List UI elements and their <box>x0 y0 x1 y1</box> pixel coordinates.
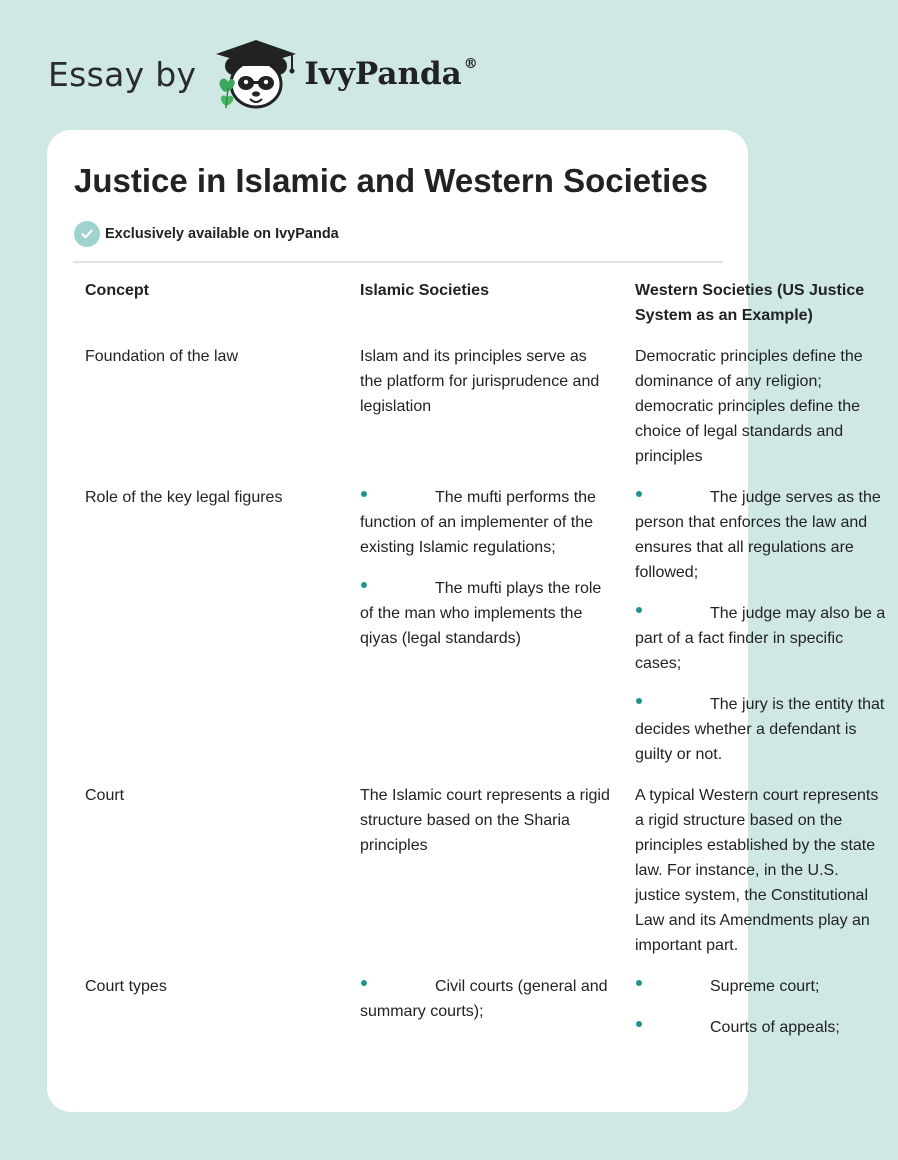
ivypanda-wordmark <box>304 56 477 92</box>
bullet-icon <box>636 980 642 986</box>
islamic-cell: Islam and its principles serve as the platform for jurisprudence and legislation <box>360 348 600 415</box>
list-item <box>360 576 611 651</box>
registered-mark: ® <box>463 56 478 72</box>
table-header-row <box>73 261 898 344</box>
bullet-list <box>360 974 611 1024</box>
check-icon <box>74 221 100 247</box>
bullet-list <box>635 485 886 767</box>
islamic-cell: The Islamic court represents a rigid structure based on the Sharia principles <box>360 787 610 854</box>
comparison-table <box>73 261 898 1056</box>
list-item-text: The judge may also be a part of a fact finder in specific cases; <box>635 605 886 672</box>
bullet-icon <box>636 491 642 497</box>
bullet-icon <box>636 1021 642 1027</box>
bullet-icon <box>361 980 367 986</box>
western-cell <box>623 485 898 783</box>
bullet-icon <box>636 698 642 704</box>
essay-card <box>47 130 886 1112</box>
islamic-cell <box>348 485 623 783</box>
list-item-text: Courts of appeals; <box>710 1019 840 1036</box>
brand-name-text: IvyPanda <box>304 56 462 92</box>
list-item-text: The jury is the entity that decides whether a defendant is guilty or not. <box>635 696 885 763</box>
essay-by-label: Essay by <box>48 54 197 94</box>
panda-graduate-icon <box>212 36 302 112</box>
column-header: Islamic Societies <box>360 282 489 299</box>
list-item-text: Supreme court; <box>710 978 820 995</box>
list-item-text: The judge serves as the person that enforces the law and ensures that all regulations are followed; <box>635 489 881 581</box>
concept-cell: Court types <box>85 978 167 995</box>
list-item <box>635 974 886 999</box>
ivypanda-logo[interactable] <box>212 36 302 112</box>
brand-header <box>48 36 508 112</box>
essay-title: Justice in Islamic and Western Societies <box>74 162 708 199</box>
list-item <box>635 1015 886 1040</box>
bullet-icon <box>361 491 367 497</box>
column-header: Western Societies (US Justice System as an Example) <box>635 282 865 324</box>
list-item <box>360 485 611 560</box>
concept-cell: Court <box>85 787 125 804</box>
exclusive-badge <box>74 221 339 247</box>
western-cell <box>623 974 898 1056</box>
table-row <box>73 783 898 974</box>
comparison-table-container <box>73 261 886 1112</box>
column-header: Concept <box>85 282 149 299</box>
list-item <box>635 692 886 767</box>
list-item-text: The mufti plays the role of the man who implements the qiyas (legal standards) <box>360 580 602 647</box>
table-row <box>73 344 898 485</box>
bullet-icon <box>636 607 642 613</box>
bullet-list <box>635 974 886 1040</box>
list-item <box>635 601 886 676</box>
bullet-icon <box>361 582 367 588</box>
table-row <box>73 485 898 783</box>
western-cell: A typical Western court represents a rigid structure based on the principles established by the state law. For instance, in the U.S. justice system, the Constitutional Law and its Amendments play an important part. <box>635 787 879 954</box>
table-row <box>73 974 898 1056</box>
western-cell: Democratic principles define the dominance of any religion; democratic principles define the choice of legal standards and principles <box>635 348 863 465</box>
bullet-list <box>360 485 611 651</box>
concept-cell: Foundation of the law <box>85 348 238 365</box>
exclusive-label: Exclusively available on IvyPanda <box>105 226 339 242</box>
list-item <box>635 485 886 585</box>
list-item-text: The mufti performs the function of an implementer of the existing Islamic regulations; <box>360 489 596 556</box>
list-item <box>360 974 611 1024</box>
islamic-cell <box>348 974 623 1056</box>
concept-cell: Role of the key legal figures <box>85 489 283 506</box>
list-item-text: Civil courts (general and summary courts); <box>360 978 608 1020</box>
